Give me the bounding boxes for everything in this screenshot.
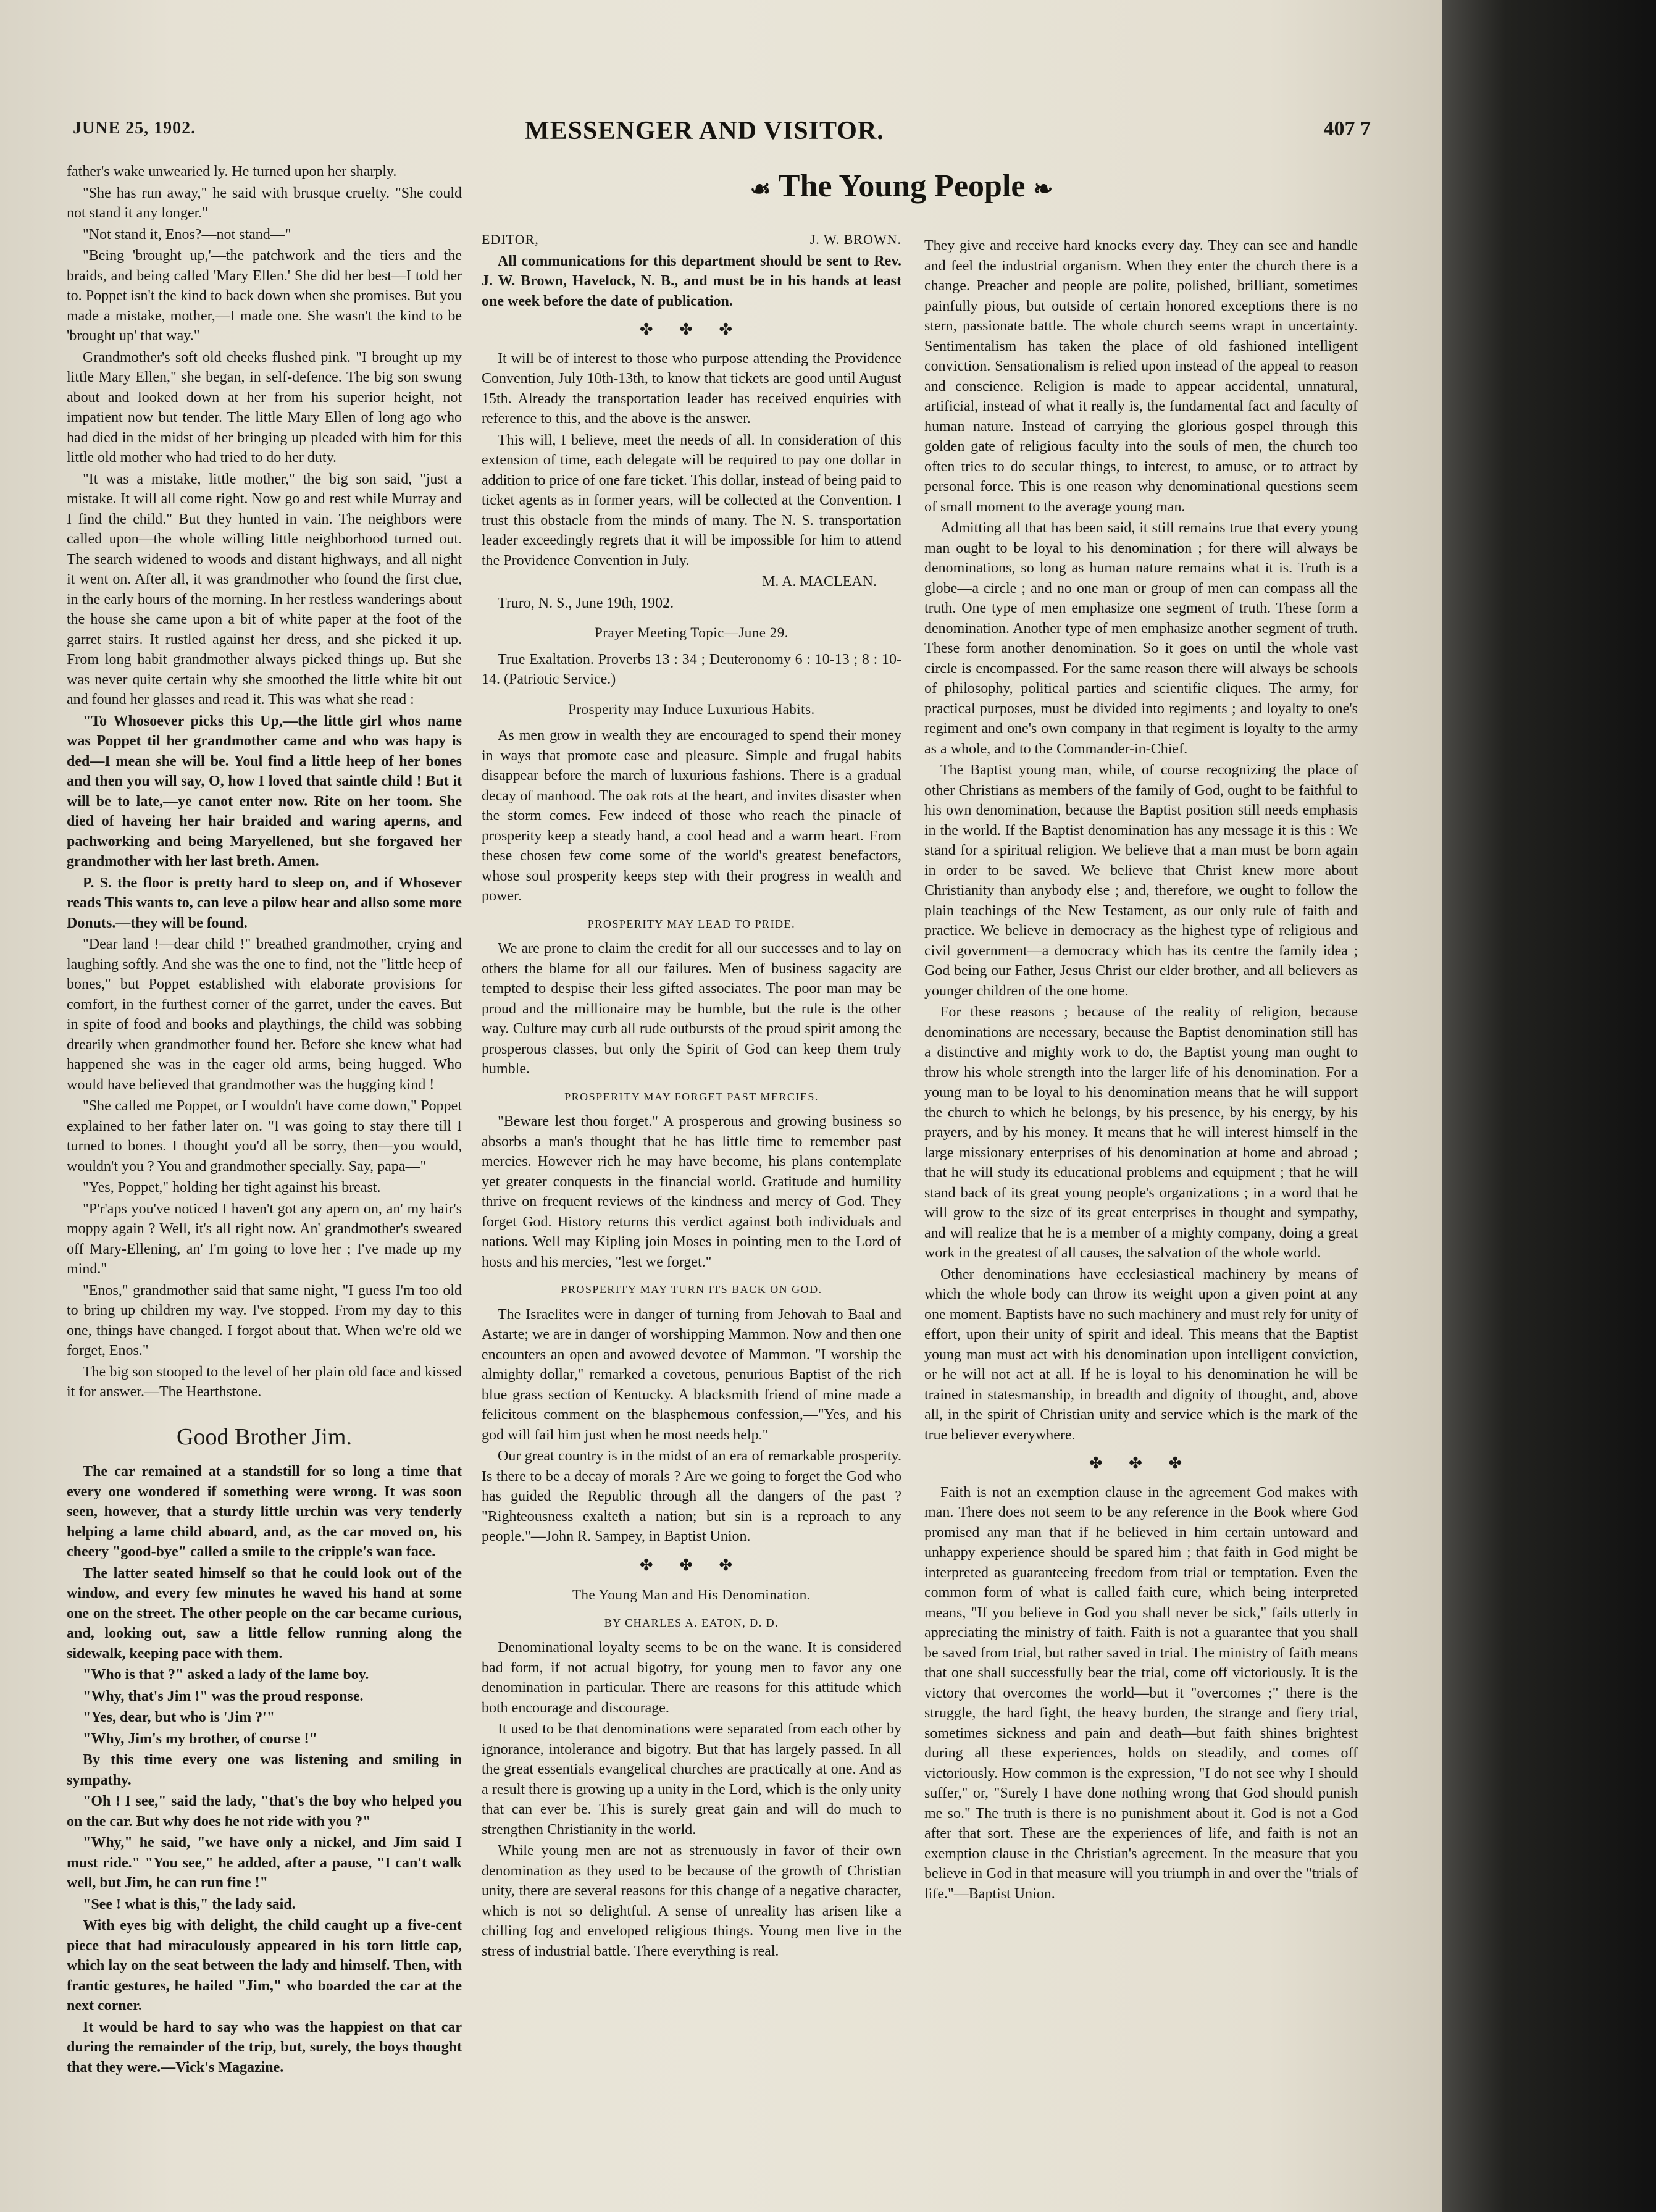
paragraph: "Why, that's Jim !" was the proud response. — [83, 1688, 364, 1704]
story-title: Good Brother Jim. — [177, 1423, 352, 1450]
column-left — [67, 162, 462, 2079]
section-title-text: The Young People — [778, 169, 1026, 204]
paragraph: "Yes, Poppet," holding her tight against his breast. — [83, 1179, 381, 1196]
ornament-divider: ✤ ✤ ✤ — [639, 1556, 744, 1574]
paragraph: "See ! what is this," the lady said. — [83, 1896, 296, 1912]
article-byline: BY CHARLES A. EATON, D. D. — [604, 1616, 779, 1629]
leaf-ornament-icon: ☙ — [750, 176, 771, 203]
paragraph: We are prone to claim the credit for all our successes and to lay on others the blame for all our failures. Men of business sagacity are tempted to despise their less gifted associates. The poor man may be proud and the millionaire may be humble, but the rule is the other way. Culture may curb all rude outbursts of the proud spirit among the prosperous classes, but only the Spirit of God can keep them truly humble. — [482, 941, 901, 1077]
paragraph: It would be hard to say who was the happiest on that car during the remainder of the trip, but, surely, the boys thought that they were.—Vick's Magazine. — [67, 2019, 462, 2076]
column-right — [924, 236, 1358, 1905]
masthead-title: MESSENGER AND VISITOR. — [525, 117, 884, 145]
scanner-background — [1442, 0, 1656, 2212]
paragraph: Faith is not an exemption clause in the agreement God makes with man. There does not seem to be any reference in the Book where God promised any man that if he believed in him certain untoward and unhappy experience should be spared him ; that faith in God might be interpreted as guaranteeing freedom from trial or temptation. Even the common form of what is called faith cure, which being interpreted means, "If you believe in God you shall never be sick," fails utterly in appreciating the ministry of faith. Faith is not a guarantee that you shall be saved from trial, but rather saved in trial. The ministry of faith means that one shall successfully bear the trial, come off victoriously. It is the victory that overcomes the world—but it "overcomes ;" there is the struggle, the hard fight, the heavy burden, the strange and fiery trial, sometimes sickness and pain and death—but faith shines brightest during all these experiences, holds on steadily, and comes off victoriously. How common is the expression, "I do not see why I should suffer," or, "Surely I have done nothing wrong that God should punish me so." The truth is there is no punishment about it. God is not a God after that sort. These are the experiences of life, and faith is not an exemption clause in the Christian's agreement. In the measure that you believe in God in that measure will you triumph in and over the "trials of life."—Baptist Union. — [924, 1484, 1358, 1902]
article-title: The Young Man and His Denomination. — [572, 1587, 811, 1602]
paragraph: Grandmother's soft old cheeks flushed pink. "I brought up my little Mary Ellen," she began, in self-defence. The big son swung about and looked down at her from his superior height, not impatient now but tender. The little Mary Ellen of long ago who had died in the midst of her bringing up pleaded with him for this little old mother who had tried to do her duty. — [67, 349, 462, 466]
prayer-topic-title: Prayer Meeting Topic—June 29. — [595, 625, 788, 640]
poppet-postscript: P. S. the floor is pretty hard to sleep on, and if Whosever reads This wants to, can leve a pilow hear and allso some more Donuts.—they will be found. — [67, 874, 462, 931]
paragraph: "Oh ! I see," said the lady, "that's the boy who helped you on the car. But why does he not ride with you ?" — [67, 1793, 462, 1830]
dateline: Truro, N. S., June 19th, 1902. — [498, 595, 674, 611]
paragraph: "Dear land !—dear child !" breathed grandmother, crying and laughing softly. And she was the one to find, not the "little heep of bones," but Poppet established with elaborate provisions for comfort, in the furthest corner of the garret, under the eaves. But in spite of food and books and playthings, the child was sobbing drearily when grandmother found her. Before she knew what had happened she was in the eager old arms, being hugged. Who would have believed that grandmother was the hugging kind ! — [67, 936, 462, 1093]
editor-label: EDITOR, — [482, 232, 539, 247]
paragraph: The Israelites were in danger of turning from Jehovah to Baal and Astarte; we are in danger of worshipping Mammon. Now and then one encounters an open and avowed devotee of Mammon. "I worship the almighty dollar," remarked a covetous, penurious Baptist of the rich blue grass section of Kentucky. A blacksmith friend of mine made a felicitous comment on the blasphemous confession,—"Yes, and his god will fail him just when he most needs help." — [482, 1306, 901, 1443]
subheading: PROSPERITY MAY TURN ITS BACK ON GOD. — [561, 1283, 822, 1296]
paragraph: father's wake unwearied ly. He turned upon her sharply. — [67, 164, 397, 180]
paragraph: "Why," he said, "we have only a nickel, and Jim said I must ride." "You see," he added, after a pause, "I can't walk well, but Jim, he can run fine !" — [67, 1835, 462, 1891]
paragraph: For these reasons ; because of the reality of religion, because denominations are necessary, because the Baptist denomination still has a distinctive and mighty work to do, the Baptist young man ought to throw his whole strength into the larger life of his denomination. For a young man to be loyal to his denomination means that he will support the church to which he belongs, by his presence, by his energy, by his prayers, and by his money. It means that he will interest himself in the large missionary enterprises of his denomination at home and abroad ; that he will study its educational problems and equipment ; that he will stand back of its great young people's organizations ; in a word that he will grow to the size of its great enterprises in thought and sympathy, and will realize that he is a member of a mighty company, doing a great work in the greatest of all causes, the salvation of the whole world. — [924, 1004, 1358, 1261]
paragraph: The latter seated himself so that he could look out of the window, and every few minutes he waved his hand at some one on the street. The other people on the car became curious, and, looking out, saw a little fellow running along the sidewalk, keeping pace with them. — [67, 1565, 462, 1662]
ornament-divider: ✤ ✤ ✤ — [1089, 1454, 1194, 1472]
paragraph: "Enos," grandmother said that same night, "I guess I'm too old to bring up children my way. I've stopped. From my day to this one, things have changed. I forgot about that. When we're old we forget, Enos." — [67, 1282, 462, 1359]
paragraph: "Why, Jim's my brother, of course !" — [83, 1730, 317, 1747]
editor-line — [482, 230, 901, 250]
paragraph: "It was a mistake, little mother," the big son said, "just a mistake. It will all come right. Now go and rest while Murray and I find the child." But they hunted in vain. The neighbors were called upon—the whole willing little neighborhood turned out. The search widened to woods and distant highways, and all night it went on. After all, it was grandmother who found the first clue, in the early hours of the morning. In her restless wanderings about the house she came upon a bit of white paper at the foot of the garret stairs. It rustled against her dress, and she picked it up. From long habit grandmother always picked things up. But she was never quite certain why she smoothed the little white bit out and found her glasses and read it. This was what she read : — [67, 471, 462, 708]
paragraph: This will, I believe, meet the needs of all. In consideration of this extension of time, each delegate will be required to pay one dollar in addition to price of one fare ticket. This dollar, instead of being paid to ticket agents as in former years, will be collected at the Convention. I trust this obstacle from the minds of many. The N. S. transportation leader exceedingly regrets that it will be impossible for him to attend the Providence Convention in July. — [482, 432, 901, 569]
poppet-letter: "To Whosoever picks this Up,—the little girl whos name was Poppet til her grandmother came and who was hapy is ded—I mean she will be. Youl find a little heep of her bones and then you will say, O, how I loved that saintle child ! But it will be to late,—ye canot enter now. Rite on her toom. She died of haveing her hair braided and waring aperns, and pachworking and being Maryellened, but she forgaved her grandmother with her last breth. Amen. — [67, 713, 462, 869]
issue-date: JUNE 25, 1902. — [73, 119, 196, 138]
section-title — [667, 168, 1136, 204]
paragraph: The car remained at a standstill for so long a time that every one wondered if something were wrong. It was soon seen, however, that a sturdy little urchin was very tenderly helping a lame child aboard, and, as the car moved on, his cheery "good-bye" called a smile to the cripple's wan face. — [67, 1464, 462, 1560]
editor-name: J. W. BROWN. — [809, 232, 901, 247]
paragraph: They give and receive hard knocks every day. They can see and handle and feel the industrial organism. When they enter the church there is a change. Preacher and people are polite, polished, brilliant, sometimes painfully pious, but outside of certain honored exceptions there is no stern, passionate battle. The whole church seems wrapt in uncertainty. Sentimentalism has taken the place of old fashioned intelligent conviction. Sensationalism is relied upon instead of the appeal to reason and conscience. Religion is made to appear accidental, unnatural, artificial, instead of what it really is, the fundamental fact and faculty of human nature. Instead of carrying the glorious gospel through this golden gate of religious faculty into the souls of men, the church too often tries to do secular things, to interest, to amuse, or to attract by personal force. This is one reason why denominational questions seem of small moment to the average young man. — [924, 238, 1358, 515]
paragraph: Admitting all that has been said, it still remains true that every young man ought to be loyal to his denomination ; for there will always be denominations, so long as human nature remains what it is. Truth is a globe—a circle ; and no one man or group of men can compass all the truth. One type of men emphasize one segment of truth. These form a denomination. Another type of men emphasize another segment of truth. These form another denomination. So it goes on until the whole vast circle is encompassed. For the same reason there will always be schools of philosophy, political parties and scientific cliques. The army, for practical purposes, must be divided into regiments ; and loyalty to one's regiment and one's own company in that regiment is loyalty to the army as a whole, and to the Commander-in-Chief. — [924, 520, 1358, 757]
paragraph: It will be of interest to those who purpose attending the Providence Convention, July 10th-13th, to know that tickets are good until August 15th. Already the transportation leader has received enquiries with reference to this, and the above is the answer. — [482, 350, 901, 427]
paragraph: "Not stand it, Enos?—not stand—" — [83, 226, 291, 243]
paragraph: It used to be that denominations were separated from each other by ignorance, intolerance and bigotry. But that has largely passed. In all the great essentials evangelical churches are practically at one. And as a result there is growing up a unity in the Lord, which is the only unity that can ever be. This is surely great gain and will do much to strengthen Christianity in the world. — [482, 1721, 901, 1838]
paragraph: With eyes big with delight, the child caught up a five-cent piece that had miraculously appeared in his torn little cap, which lay on the seat between the lady and himself. Then, with frantic gestures, he hailed "Jim," who boarded the car at the next corner. — [67, 1917, 462, 2014]
paragraph: "Yes, dear, but who is 'Jim ?'" — [83, 1709, 275, 1725]
paragraph: "P'r'aps you've noticed I haven't got any apern on, an' my hair's moppy again ? Well, it's all right now. An' grandmother's sweared off Mary-Ellening, an' I'm going to love her ; I've made up my mind." — [67, 1200, 462, 1277]
paragraph: While young men are not as strenuously in favor of their own denomination as they used to be because of the growth of Christian unity, there are several reasons for this change of a negative character, which is not so delightful. A sense of unreality has arisen like a chilling fog and enveloped religious things. Young men live in the stress of industrial battle. There everything is real. — [482, 1843, 901, 1959]
prayer-topic-text: True Exaltation. Proverbs 13 : 34 ; Deuteronomy 6 : 10-13 ; 8 : 10-14. (Patriotic Service.) — [482, 651, 901, 687]
editor-notice: All communications for this department should be sent to Rev. J. W. Brown, Havelock, N. B., and must be in his hands at least one week before the date of publication. — [482, 253, 901, 309]
subheading: Prosperity may Induce Luxurious Habits. — [568, 701, 815, 717]
paragraph: Denominational loyalty seems to be on the wane. It is considered bad form, if not actual bigotry, for young men to favor any one denomination in particular. There are reasons for this attitude which both encourage and discourage. — [482, 1640, 901, 1716]
subheading: PROSPERITY MAY LEAD TO PRIDE. — [587, 917, 796, 930]
signature: M. A. MACLEAN. — [761, 574, 877, 590]
ornament-divider: ✤ ✤ ✤ — [639, 320, 744, 338]
paragraph: As men grow in wealth they are encouraged to spend their money in ways that promote ease and pleasure. Simple and frugal habits disappear before the march of luxurious fashions. There is a gradual decay of manhood. The oak rots at the heart, and invites disaster when the storm comes. Few indeed of those who reach the pinacle of prosperity keep a steady hand, a cool head and a warm heart. From these chosen few come some of the world's greatest benefactors, whose soul prosperity keeps step with their progress in wealth and power. — [482, 727, 901, 904]
paragraph: The big son stooped to the level of her plain old face and kissed it for answer.—The Hearthstone. — [67, 1364, 462, 1400]
paragraph: The Baptist young man, while, of course recognizing the place of other Christians as members of the family of God, ought to be faithful to his own denomination, because the Baptist position still needs emphasis in the world. If the Baptist denomination has any message it is this : We stand for a spiritual religion. We believe that a man must be born again in order to be saved. We believe that Christ knew more about Christianity than anybody else ; and, therefore, we ought to follow the plain teachings of the New Testament, as our only rule of faith and practice. We believe in democracy as the highest type of religious and civil government—a democracy which has its centre the family idea ; God being our Father, Jesus Christ our elder brother, and all believers as younger children of the one home. — [924, 762, 1358, 999]
subheading: PROSPERITY MAY FORGET PAST MERCIES. — [564, 1090, 819, 1103]
paragraph: "Beware lest thou forget." A prosperous and growing business so absorbs a man's thought that he has little time to remember past mercies. However rich he may have become, his plans contemplate yet greater conquests in the financial world. Gratitude and humility thrive on frequent reviews of the kindness and mercy of God. They forget God. History returns this verdict against both individuals and nations. Well may Kipling join Moses in pointing men to the Lord of hosts and his mercies, "lest we forget." — [482, 1113, 901, 1270]
page-number: 407 7 — [1323, 117, 1371, 140]
paragraph: "She has run away," he said with brusque cruelty. "She could not stand it any longer." — [67, 185, 462, 221]
paragraph: By this time every one was listening and smiling in sympathy. — [67, 1752, 462, 1788]
paragraph: "Who is that ?" asked a lady of the lame boy. — [83, 1667, 369, 1683]
paragraph: Other denominations have ecclesiastical machinery by means of which the whole body can throw its weight upon a given point at any one moment. Baptists have no such machinery and must rely for unity of effort, upon their unity of spirit and ideal. This means that the Baptist young man must act with his denomination upon intelligent conviction, or he will not act at all. If he is loyal to his denomination he will be trained in statesmanship, in breadth and dignity of thought, and, above all, in the spirit of Christian unity and service which is the mark of the true believer everywhere. — [924, 1266, 1358, 1443]
column-middle — [482, 230, 901, 1963]
page-header — [68, 116, 1371, 153]
leaf-ornament-icon: ❧ — [1033, 176, 1053, 203]
paragraph: "Being 'brought up,'—the patchwork and the tiers and the braids, and being called 'Mary Ellen.' She did her best—I told her to. Poppet isn't the kind to back down when she promises. But you made a mistake, mother,—I made one. She wasn't the kind to be 'brought up' that way." — [67, 248, 462, 344]
paragraph: Our great country is in the midst of an era of remarkable prosperity. Is there to be a decay of morals ? Are we going to forget the God who has guided the Republic through all the dangers of the past ? "Righteousness exalteth a nation; but sin is a reproach to any people."—John R. Sampey, in Baptist Union. — [482, 1448, 901, 1544]
paragraph: "She called me Poppet, or I wouldn't have come down," Poppet explained to her father later on. "I was going to stay there till I turned to bones. I thought you'd all be sorry, then—you would, wouldn't you ? You and grandmother specially. Say, papa—" — [67, 1098, 462, 1175]
